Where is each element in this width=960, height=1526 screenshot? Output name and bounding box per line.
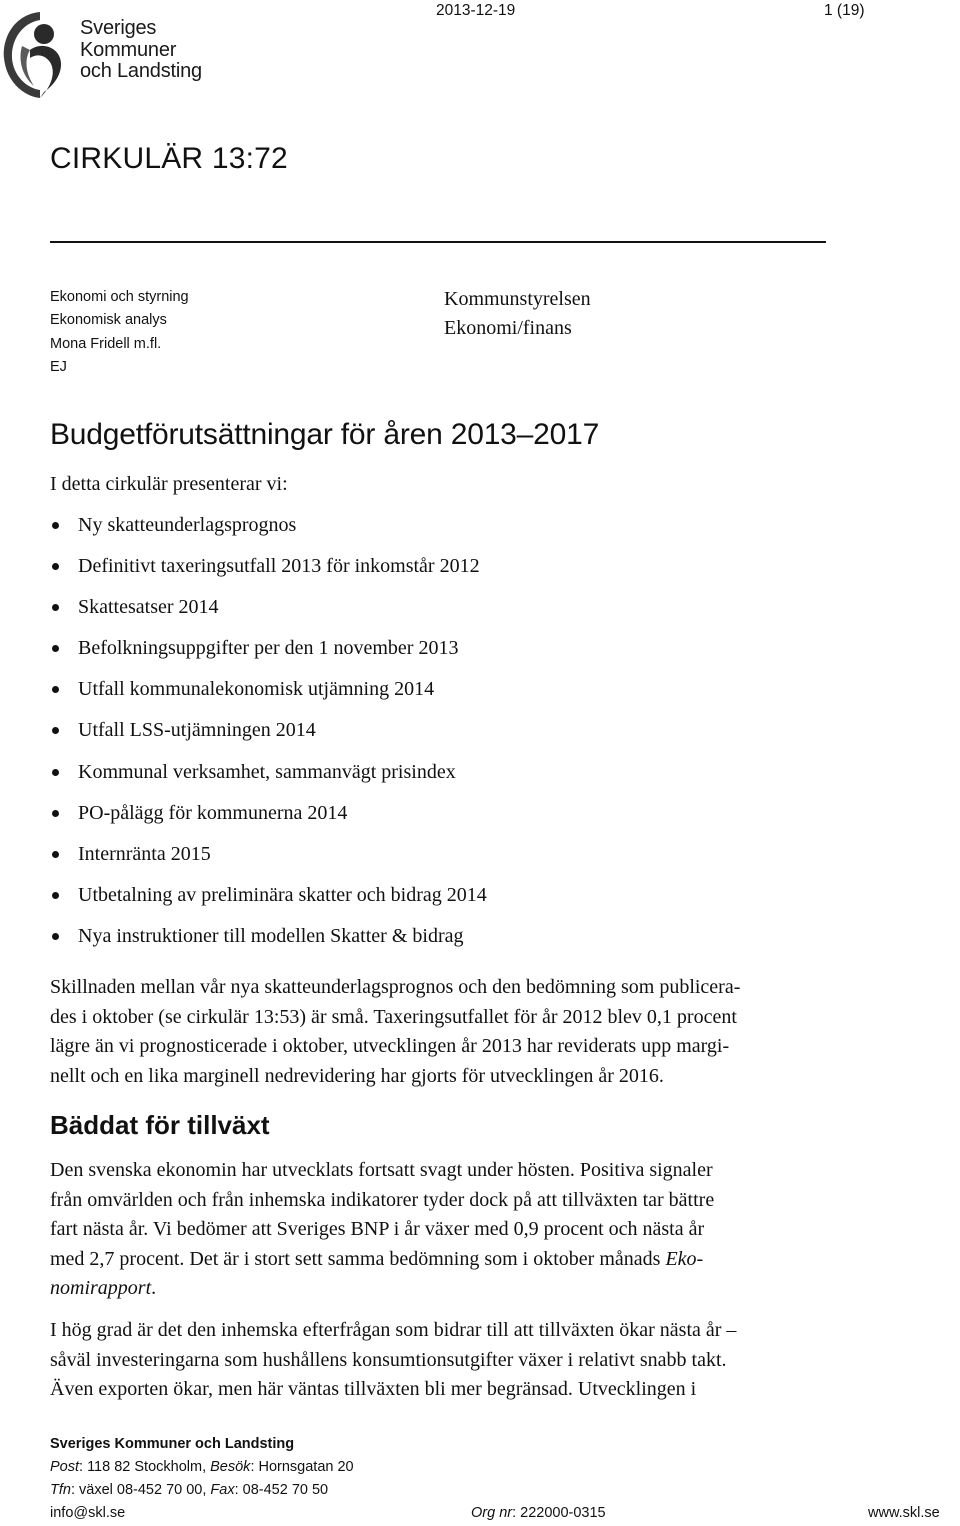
sender-line: Mona Fridell m.fl. [50,335,162,352]
paragraph-line: såväl investeringarna som hushållens konsumtionsutgifter växer i relativt snabb takt. [50,1348,727,1371]
bullet-icon [52,810,59,817]
header-rule [50,241,826,243]
list-item [50,673,910,714]
logo-line-3: och Landsting [80,60,202,82]
list-item-text: Befolkningsuppgifter per den 1 november 2013 [78,637,459,660]
sender-block [50,286,189,379]
footer-value: : växel 08-452 70 00, [70,1482,211,1498]
logo [0,6,215,102]
bullet-icon [52,604,59,611]
bullet-icon [52,563,59,570]
list-item-text: Utfall kommunalekonomisk utjämning 2014 [78,678,435,701]
list-item-text: Ny skatteunderlagsprognos [78,514,297,536]
logo-line-1: Sveriges [80,17,157,39]
bullet-icon [52,933,59,940]
paragraph-line: Skillnaden mellan vår nya skatteunderlagsprognos och den bedömning som publicera- [50,976,741,998]
list-item-text: Utfall LSS-utjämningen 2014 [78,719,316,742]
paragraph-line: I hög grad är det den inhemska efterfrågan som bidrar till att tillväxten ökar nästa år – [50,1319,737,1341]
bullet-icon [52,686,59,693]
sender-line: Ekonomisk analys [50,312,167,329]
paragraph-text: . [151,1277,157,1300]
bullet-icon [52,727,59,734]
list-item [50,920,910,961]
list-item-text: Internränta 2015 [78,842,211,865]
footer-value: : 118 82 Stockholm, [79,1459,211,1475]
list-item [50,550,910,591]
document-title: Budgetförutsättningar för åren 2013–2017 [50,418,600,451]
topics-list [50,509,910,961]
logo-line-2: Kommuner [80,38,177,61]
list-item-text: Definitivt taxeringsutfall 2013 för inkomstår 2012 [78,555,480,578]
recipient-line: Ekonomi/finans [444,317,572,339]
footer-label: Besök [210,1459,251,1475]
recipient-line: Kommunstyrelsen [444,288,591,310]
footer-phone [50,1479,354,1502]
footer-value: : 08-452 70 50 [234,1482,329,1498]
list-item [50,838,910,879]
demand-paragraph [50,1316,862,1405]
list-item-text: Skattesatser 2014 [78,596,219,619]
list-item [50,756,910,797]
list-item [50,509,910,550]
footer-label: Post [50,1459,80,1475]
list-item [50,879,910,920]
bullet-icon [52,645,59,652]
bullet-icon [52,892,59,899]
recipient-block [444,285,591,343]
paragraph-line: från omvärlden och från inhemska indikatorer tyder dock på att tillväxten tar bättre [50,1188,715,1211]
list-item [50,797,910,838]
footer-address [50,1456,354,1479]
skl-emblem-icon [0,6,78,102]
paragraph-line [50,1245,862,1275]
footer-label: Org nr [471,1505,513,1521]
footer-website[interactable]: www.skl.se [868,1505,940,1521]
footer-label: Tfn [50,1482,71,1498]
footer-value: : 222000-0315 [512,1505,606,1521]
economy-paragraph [50,1156,862,1304]
paragraph-line: nellt och en lika marginell nedrevidering har gjorts för utvecklingen år 2016. [50,1064,664,1087]
report-title-part: Eko- [665,1247,704,1270]
circular-title: CIRKULÄR 13:72 [50,142,288,175]
paragraph-line: fart nästa år. Vi bedömer att Sveriges BNP i år växer med 0,9 procent och nästa år [50,1218,705,1241]
page-number: 1 (19) [824,2,865,19]
footer-email[interactable]: info@skl.se [50,1505,126,1521]
sender-line: Ekonomi och styrning [50,289,189,305]
list-item-text: Nya instruktioner till modellen Skatter & bidrag [78,924,464,947]
paragraph-line: Den svenska ekonomin har utvecklats fortsatt svagt under hösten. Positiva signaler [50,1159,713,1181]
paragraph-text: med 2,7 procent. Det är i stort sett samma bedömning som i oktober månads [50,1247,666,1270]
footer-org-number [471,1502,606,1525]
footer-label: Fax [210,1482,235,1498]
list-item [50,632,910,673]
list-item [50,591,910,632]
intro-text: I detta cirkulär presenterar vi: [50,473,288,495]
paragraph-line: des i oktober (se cirkulär 13:53) är små. Taxeringsutfallet för år 2012 blev 0,1 procent [50,1005,737,1028]
footer [50,1433,354,1525]
footer-value: : Hornsgatan 20 [250,1459,354,1475]
sender-line: EJ [50,358,67,375]
paragraph-line: Även exporten ökar, men här väntas tillväxten bli mer begränsad. Utvecklingen i [50,1378,697,1401]
paragraph-line: lägre än vi prognosticerade i oktober, utvecklingen år 2013 har reviderats upp margi- [50,1035,730,1058]
logo-wordmark [80,18,202,83]
list-item-text: PO-pålägg för kommunerna 2014 [78,801,348,824]
bullet-icon [52,851,59,858]
document-date: 2013-12-19 [436,2,516,19]
list-item-text: Kommunal verksamhet, sammanvägt prisindex [78,760,456,783]
footer-org-name: Sveriges Kommuner och Landsting [50,1436,295,1452]
summary-paragraph [50,973,862,1091]
bullet-icon [52,769,59,776]
report-title-part: nomirapport [50,1277,152,1300]
bullet-icon [52,522,59,529]
paragraph-line [50,1274,862,1304]
section-heading: Bäddat för tillväxt [50,1110,270,1140]
list-item-text: Utbetalning av preliminära skatter och bidrag 2014 [78,883,487,906]
list-item [50,714,910,755]
